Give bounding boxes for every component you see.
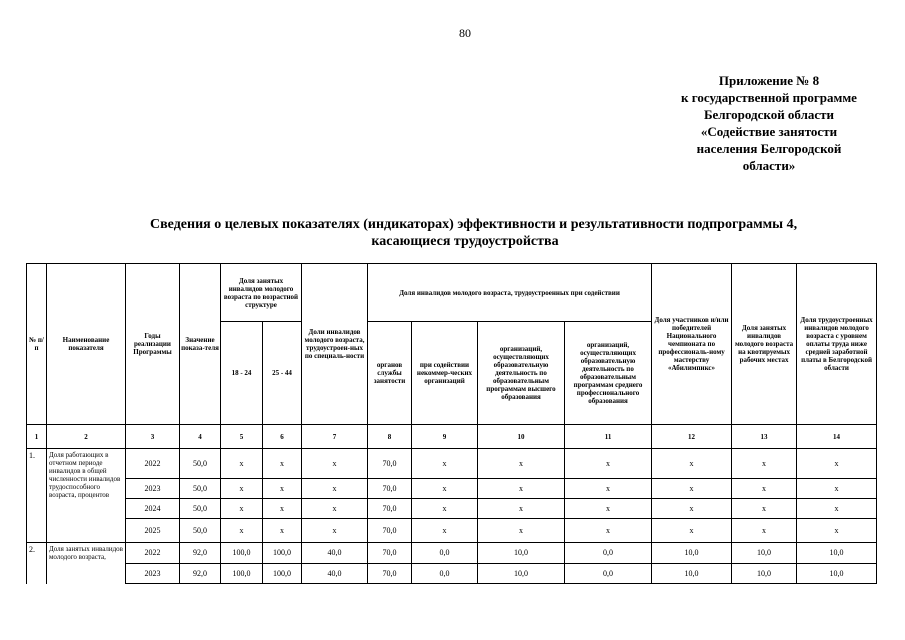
table-cell: х <box>797 499 877 519</box>
table-cell: 40,0 <box>302 564 368 584</box>
column-number: 2 <box>47 425 126 449</box>
table-row <box>27 543 877 564</box>
table-cell: х <box>478 499 565 519</box>
table-cell: х <box>412 499 478 519</box>
table-cell: 50,0 <box>180 449 221 479</box>
table-cell: х <box>565 449 652 479</box>
appendix-line: к государственной программе <box>681 90 857 105</box>
table-cell: 2023 <box>126 564 180 584</box>
table-cell: х <box>797 449 877 479</box>
table-cell: 40,0 <box>302 543 368 564</box>
table-cell: 100,0 <box>221 564 263 584</box>
appendix-line: Приложение № 8 <box>718 73 820 88</box>
table-cell: 10,0 <box>652 543 732 564</box>
table-cell: х <box>302 449 368 479</box>
table-cell: 10,0 <box>797 564 877 584</box>
table-cell: х <box>302 519 368 543</box>
header-employment-service: органов службы занятости <box>368 322 412 425</box>
table-row <box>27 499 877 519</box>
document-title-line: касающиеся трудоустройства <box>371 234 559 249</box>
table-cell: 100,0 <box>263 543 302 564</box>
indicators-table <box>26 263 877 584</box>
table-cell: 2025 <box>126 519 180 543</box>
table-cell: х <box>478 479 565 499</box>
header-years: Годы реализации Программы <box>126 264 180 425</box>
table-cell: 10,0 <box>478 564 565 584</box>
table-row <box>27 519 877 543</box>
table-cell: х <box>221 519 263 543</box>
column-number: 1 <box>27 425 47 449</box>
table-cell: 70,0 <box>368 543 412 564</box>
table-cell: 10,0 <box>732 543 797 564</box>
table-cell: х <box>652 499 732 519</box>
header-avg-salary: Доля трудоустроенных инвалидов молодого возраста с уровнем оплаты труда ниже средней заработной платы в Белгородской области <box>797 264 877 425</box>
table-cell: х <box>797 479 877 499</box>
header-age-25-44: 25 - 44 <box>263 322 302 425</box>
table-row <box>27 564 877 584</box>
column-number: 4 <box>180 425 221 449</box>
column-number: 11 <box>565 425 652 449</box>
table-cell: 70,0 <box>368 479 412 499</box>
column-number: 12 <box>652 425 732 449</box>
header-special: Доли инвалидов молодого возраста, трудоустроен-ных по специаль-ности <box>302 264 368 425</box>
table-cell: х <box>221 449 263 479</box>
indicator-name: Доля занятых инвалидов молодого возраста, <box>47 543 126 584</box>
table-cell: 10,0 <box>478 543 565 564</box>
header-name: Наименование показателя <box>47 264 126 425</box>
table-cell: х <box>412 449 478 479</box>
table-cell: х <box>732 519 797 543</box>
table-cell: 92,0 <box>180 543 221 564</box>
table-cell: х <box>565 499 652 519</box>
table-cell: х <box>302 499 368 519</box>
appendix-line: населения Белгородской <box>696 141 842 156</box>
appendix-line: Белгородской области <box>703 107 835 122</box>
column-number: 3 <box>126 425 180 449</box>
table-cell: х <box>263 519 302 543</box>
column-number: 5 <box>221 425 263 449</box>
table-cell: х <box>565 479 652 499</box>
header-quota: Доля занятых инвалидов молодого возраста на квотируемых рабочих местах <box>732 264 797 425</box>
table-cell: х <box>797 519 877 543</box>
header-no: № п/п <box>27 264 47 425</box>
table-cell: х <box>412 519 478 543</box>
table-cell: х <box>732 499 797 519</box>
table-cell: 2022 <box>126 543 180 564</box>
column-number: 7 <box>302 425 368 449</box>
table-cell: х <box>565 519 652 543</box>
table-cell: 0,0 <box>412 543 478 564</box>
header-value: Значение показа-теля <box>180 264 221 425</box>
table-cell: 10,0 <box>732 564 797 584</box>
appendix-block <box>640 72 898 174</box>
table-cell: 70,0 <box>368 564 412 584</box>
indicator-number: 1. <box>27 449 47 543</box>
table-cell: 70,0 <box>368 449 412 479</box>
table-cell: х <box>732 479 797 499</box>
appendix-line: области» <box>742 158 796 173</box>
header-age-18-24: 18 - 24 <box>221 322 263 425</box>
header-assist-group: Доля инвалидов молодого возраста, трудоустроенных при содействии <box>368 264 652 322</box>
table-cell: 0,0 <box>412 564 478 584</box>
header-nonprofit: при содействии некоммер-ческих организаций <box>412 322 478 425</box>
table-cell: 2024 <box>126 499 180 519</box>
table-cell: 50,0 <box>180 499 221 519</box>
column-number: 13 <box>732 425 797 449</box>
indicator-name: Доля работающих в отчетном периоде инвалидов в общей численности инвалидов трудоспособного возраста, процентов <box>47 449 126 543</box>
header-abilympics: Доля участников и/или победителей Национального чемпионата по профессиональ-ному мастерству «Абилимпикс» <box>652 264 732 425</box>
column-number: 10 <box>478 425 565 449</box>
table-cell: 2023 <box>126 479 180 499</box>
table-cell: 100,0 <box>221 543 263 564</box>
table-cell: 10,0 <box>652 564 732 584</box>
table-cell: 70,0 <box>368 519 412 543</box>
table-row <box>27 449 877 479</box>
table-cell: 100,0 <box>263 564 302 584</box>
table-cell: 50,0 <box>180 519 221 543</box>
table-cell: х <box>263 449 302 479</box>
table-row <box>27 479 877 499</box>
document-title-line: Сведения о целевых показателях (индикаторах) эффективности и результативности подпрограммы 4, <box>150 217 798 232</box>
header-secondary-ed: организаций, осуществляющих образовательную деятельность по образовательным программам среднего профессионального образования <box>565 322 652 425</box>
column-number: 14 <box>797 425 877 449</box>
table-cell: х <box>478 449 565 479</box>
table-cell: х <box>302 479 368 499</box>
column-number: 6 <box>263 425 302 449</box>
table-cell: 50,0 <box>180 479 221 499</box>
table-cell: х <box>412 479 478 499</box>
table-cell: х <box>652 449 732 479</box>
table-cell: х <box>478 519 565 543</box>
column-number: 8 <box>368 425 412 449</box>
table-cell: х <box>263 479 302 499</box>
table-cell: 0,0 <box>565 564 652 584</box>
header-higher-ed: организаций, осуществляющих образовательную деятельность по образовательным программам высшего образования <box>478 322 565 425</box>
table-cell: 2022 <box>126 449 180 479</box>
table-cell: 0,0 <box>565 543 652 564</box>
table-cell: 92,0 <box>180 564 221 584</box>
table-cell: 70,0 <box>368 499 412 519</box>
column-number: 9 <box>412 425 478 449</box>
table-cell: х <box>652 519 732 543</box>
document-title <box>150 216 798 250</box>
page-number: 80 <box>459 26 471 40</box>
header-age-structure: Доля занятых инвалидов молодого возраста по возрастной структуре <box>221 264 302 322</box>
table-cell: х <box>221 479 263 499</box>
indicator-number: 2. <box>27 543 47 584</box>
appendix-line: «Содействие занятости <box>700 124 838 139</box>
table-cell: х <box>263 499 302 519</box>
table-cell: х <box>221 499 263 519</box>
table-cell: х <box>732 449 797 479</box>
table-cell: х <box>652 479 732 499</box>
table-cell: 10,0 <box>797 543 877 564</box>
